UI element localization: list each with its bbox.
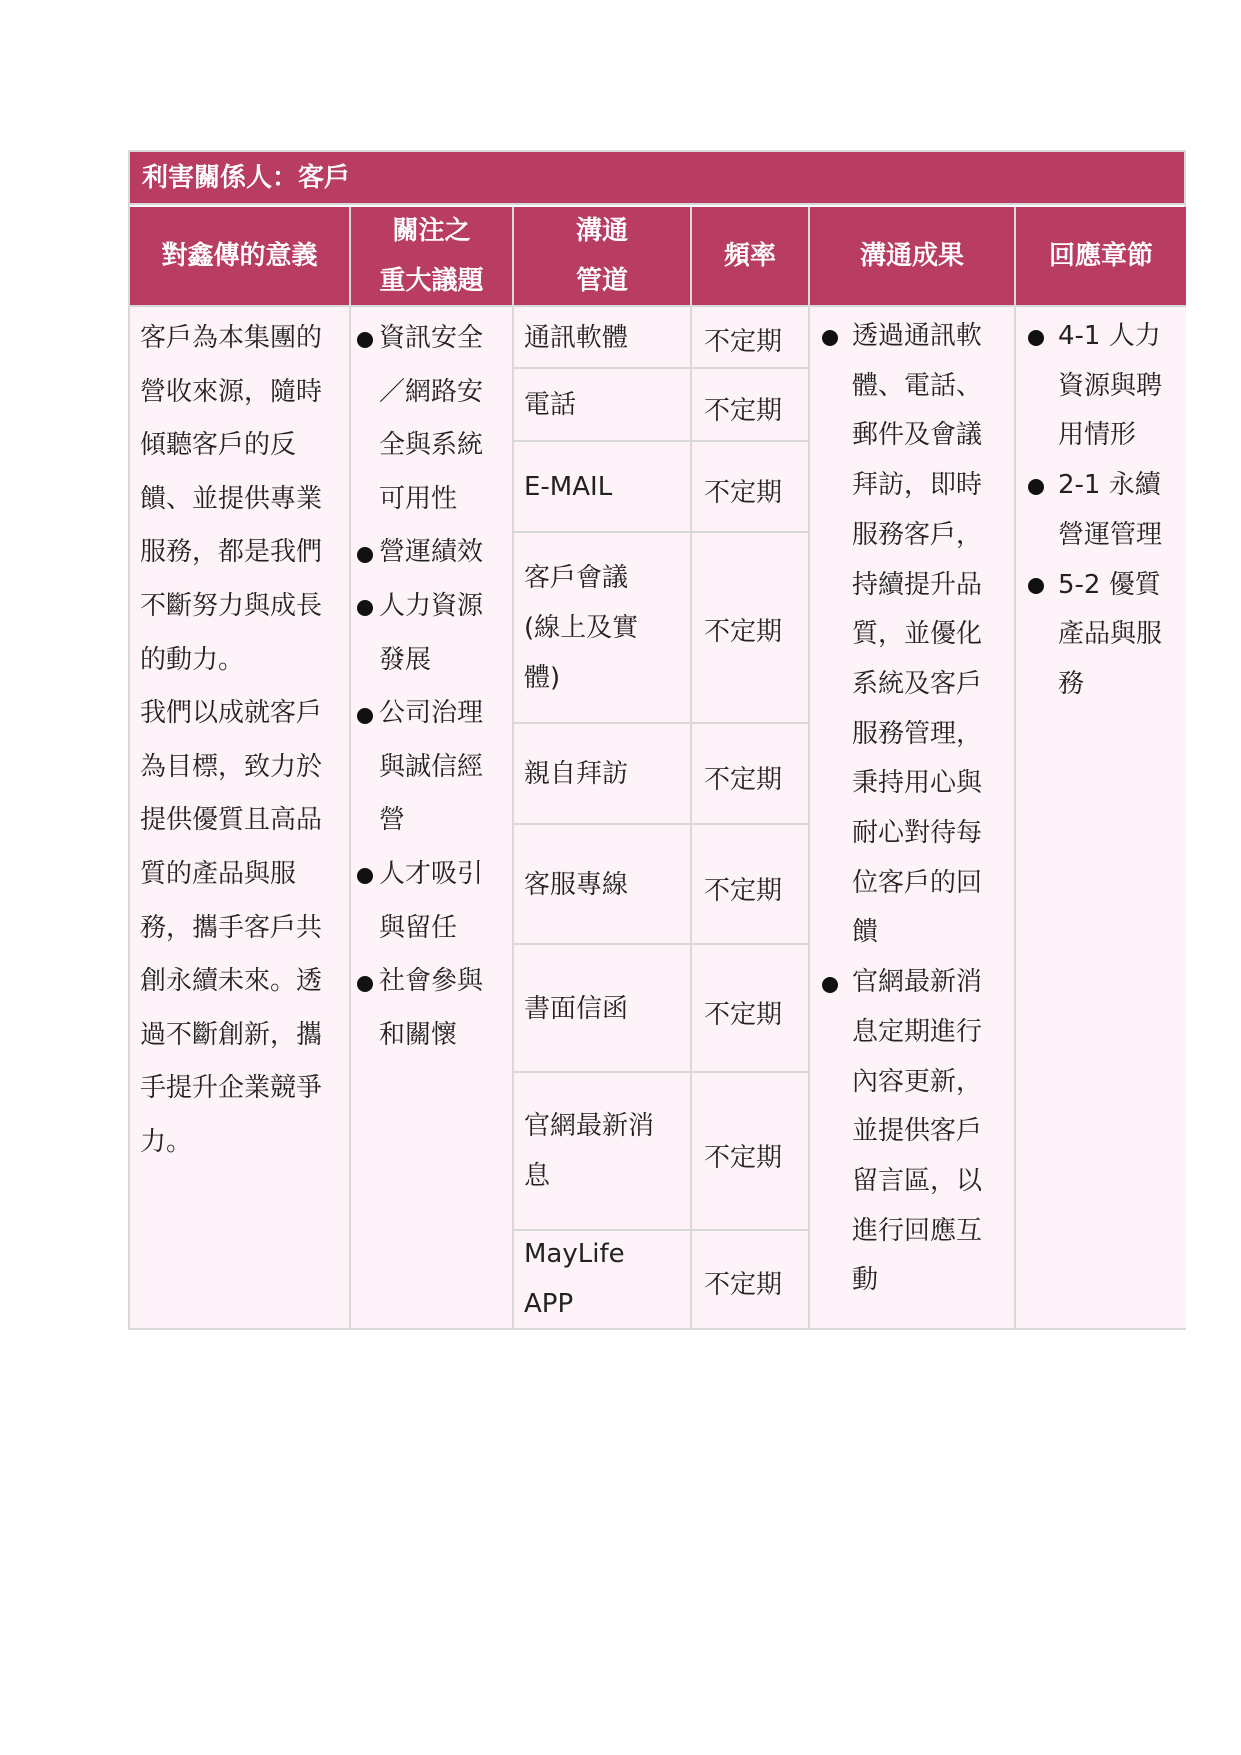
bullet-icon xyxy=(357,600,373,616)
result-line: 質，並優化 xyxy=(852,619,983,650)
issue-line: 可用性 xyxy=(379,483,458,514)
issue-line: 資訊安全 xyxy=(379,323,484,353)
header-chapter xyxy=(1016,207,1186,307)
bullet-icon xyxy=(1028,479,1044,495)
result-line: 秉持用心與 xyxy=(852,768,983,799)
chapter-line: 產品與服 xyxy=(1058,619,1163,650)
meaning-line: 我們以成就客戶 xyxy=(140,698,323,729)
meaning-line: 營收來源，隨時 xyxy=(140,376,323,407)
channel-label: 通訊軟體 xyxy=(524,323,629,353)
issue-line: 與誠信經 xyxy=(379,751,484,782)
frequency-value: 不定期 xyxy=(704,1270,783,1300)
results-list xyxy=(852,312,982,1306)
channel-line: MayLife xyxy=(524,1239,625,1269)
frequency-cell xyxy=(692,442,810,533)
bullet-icon xyxy=(822,330,838,346)
channel-cell xyxy=(514,307,692,369)
meaning-column xyxy=(130,307,351,1328)
channel-line: 息 xyxy=(524,1161,551,1191)
meaning-line: 過不斷創新，攜 xyxy=(140,1019,323,1050)
frequency-value: 不定期 xyxy=(704,327,783,357)
issues-list xyxy=(379,312,483,1062)
chapter-line: 4-1 人力 xyxy=(1058,321,1161,351)
channel-label xyxy=(524,553,638,703)
frequency-cell xyxy=(692,1073,810,1231)
result-line: 官網最新消 xyxy=(852,967,983,998)
channel-cell xyxy=(514,724,692,825)
channel-label: 客服專線 xyxy=(524,870,629,900)
result-line: 並提供客戶 xyxy=(852,1116,983,1147)
channel-label: 書面信函 xyxy=(524,994,629,1024)
meaning-line: 質的產品與服 xyxy=(140,858,297,889)
issues-column xyxy=(351,307,514,1328)
issue-line: 和關懷 xyxy=(379,1019,458,1050)
meaning-line: 提供優質且高品 xyxy=(140,805,323,836)
result-line: 耐心對待每 xyxy=(852,818,983,849)
meaning-line: 力。 xyxy=(140,1126,193,1157)
issue-line: 人才吸引 xyxy=(379,858,484,889)
frequency-value: 不定期 xyxy=(704,478,783,508)
result-line: 進行回應互 xyxy=(852,1215,983,1246)
header-channel-line1: 溝通 xyxy=(575,216,628,246)
meaning-line: 饋、並提供專業 xyxy=(140,483,323,514)
table-title: 利害關係人：客戶 xyxy=(130,152,1184,205)
meaning-line: 服務，都是我們 xyxy=(140,537,323,568)
header-frequency xyxy=(692,207,810,307)
bullet-icon xyxy=(357,868,373,884)
chapter-line: 2-1 永續 xyxy=(1058,470,1161,501)
meaning-text xyxy=(140,312,322,1170)
channel-cell xyxy=(514,825,692,945)
issue-line: 營運績效 xyxy=(379,537,484,568)
meaning-line: 傾聽客戶的反 xyxy=(140,430,297,461)
chapter-line: 資源與聘 xyxy=(1058,370,1163,401)
chapter-line: 用情形 xyxy=(1058,420,1137,451)
header-results-label: 溝通成果 xyxy=(859,241,964,271)
frequency-cell xyxy=(692,945,810,1073)
bullet-icon xyxy=(357,332,373,348)
channel-label: E-MAIL xyxy=(524,472,613,502)
header-issues-line1: 關注之 xyxy=(392,216,471,246)
channel-cell xyxy=(514,1231,692,1328)
chapter-line: 務 xyxy=(1058,668,1085,699)
issue-line: 全與系統 xyxy=(379,430,484,461)
channel-line: APP xyxy=(524,1289,574,1319)
frequency-value: 不定期 xyxy=(704,617,783,647)
header-results xyxy=(810,207,1016,307)
channel-label: 親自拜訪 xyxy=(524,759,629,789)
bullet-icon xyxy=(1028,578,1044,594)
channel-label: 電話 xyxy=(524,390,577,420)
issue-line: 社會參與 xyxy=(379,966,484,997)
frequency-cell xyxy=(692,724,810,825)
header-issues xyxy=(351,207,514,307)
issue-line: ／網路安 xyxy=(379,376,484,407)
chapter-line: 營運管理 xyxy=(1058,519,1163,550)
result-line: 息定期進行 xyxy=(852,1016,983,1047)
frequency-cell xyxy=(692,1231,810,1328)
channel-cell xyxy=(514,945,692,1073)
channel-line: 客戶會議 xyxy=(524,563,629,593)
chapter-list xyxy=(1058,312,1162,710)
header-meaning-label: 對鑫傳的意義 xyxy=(161,241,318,271)
meaning-line: 的動力。 xyxy=(140,644,245,675)
result-line: 透過通訊軟 xyxy=(852,321,983,351)
meaning-line: 務，攜手客戶共 xyxy=(140,912,323,943)
results-column xyxy=(810,307,1016,1328)
issue-line: 營 xyxy=(379,805,406,836)
frequency-cell xyxy=(692,533,810,724)
result-line: 郵件及會議 xyxy=(852,420,983,451)
result-line: 動 xyxy=(852,1265,879,1296)
result-line: 系統及客戶 xyxy=(852,668,983,699)
channel-cell xyxy=(514,533,692,724)
bullet-icon xyxy=(357,547,373,563)
result-line: 服務客戶， xyxy=(852,519,983,550)
header-issues-line2: 重大議題 xyxy=(379,266,484,296)
frequency-value: 不定期 xyxy=(704,396,783,426)
meaning-line: 客戶為本集團的 xyxy=(140,323,323,353)
result-line: 留言區，以 xyxy=(852,1165,983,1196)
channel-cell xyxy=(514,442,692,533)
chapter-line: 5-2 優質 xyxy=(1058,569,1161,600)
header-meaning xyxy=(130,207,351,307)
result-line: 內容更新， xyxy=(852,1066,983,1097)
bullet-icon xyxy=(357,708,373,724)
meaning-line: 為目標，致力於 xyxy=(140,751,323,782)
meaning-line: 不斷努力與成長 xyxy=(140,590,323,621)
channel-label xyxy=(524,1101,654,1201)
meaning-line: 手提升企業競爭 xyxy=(140,1073,323,1104)
frequency-value: 不定期 xyxy=(704,1000,783,1030)
result-line: 體、電話、 xyxy=(852,370,983,401)
frequency-cell xyxy=(692,369,810,442)
frequency-value: 不定期 xyxy=(704,876,783,906)
result-line: 拜訪，即時 xyxy=(852,470,983,501)
meaning-line: 創永續未來。透 xyxy=(140,966,323,997)
frequency-cell xyxy=(692,825,810,945)
channel-cell xyxy=(514,369,692,442)
bullet-icon xyxy=(357,976,373,992)
channel-line: (線上及實 xyxy=(524,613,639,643)
issue-line: 公司治理 xyxy=(379,698,484,729)
frequency-cell xyxy=(692,307,810,369)
result-line: 位客戶的回 xyxy=(852,867,983,898)
channel-line: 體) xyxy=(524,663,561,693)
bullet-icon xyxy=(822,977,838,993)
header-chapter-label: 回應章節 xyxy=(1048,241,1153,271)
issue-line: 與留任 xyxy=(379,912,458,943)
header-frequency-label: 頻率 xyxy=(723,241,776,271)
issue-line: 發展 xyxy=(379,644,432,675)
result-line: 持續提升品 xyxy=(852,569,983,600)
channel-line: 官網最新消 xyxy=(524,1111,655,1141)
chapter-column xyxy=(1016,307,1186,1328)
issue-line: 人力資源 xyxy=(379,590,484,621)
result-line: 服務管理， xyxy=(852,718,983,749)
channel-label xyxy=(524,1229,625,1329)
frequency-value: 不定期 xyxy=(704,765,783,795)
stakeholder-table xyxy=(128,150,1186,1330)
result-line: 饋 xyxy=(852,917,879,948)
frequency-value: 不定期 xyxy=(704,1143,783,1173)
header-channel xyxy=(514,207,692,307)
header-channel-line2: 管道 xyxy=(575,266,628,296)
bullet-icon xyxy=(1028,330,1044,346)
channel-cell xyxy=(514,1073,692,1231)
